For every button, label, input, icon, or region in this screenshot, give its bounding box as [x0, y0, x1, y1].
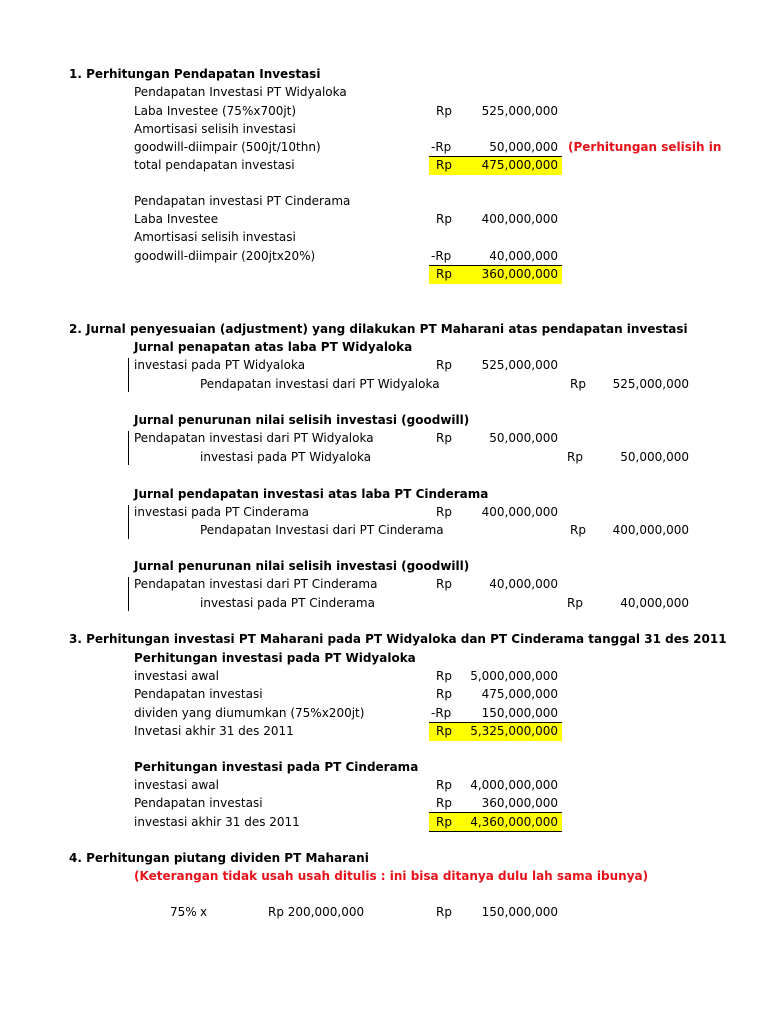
w-inv-pendapatan-currency: Rp: [436, 687, 452, 701]
journal-2-credit-account: investasi pada PT Widyaloka: [200, 450, 372, 464]
journal-3-title: Jurnal pendapatan investasi atas laba PT Cinderama: [134, 487, 489, 501]
c-total-currency: Rp: [436, 267, 452, 281]
w-inv-awal-label: investasi awal: [134, 669, 219, 683]
journal-1-debit-currency: Rp: [436, 358, 452, 372]
journal-1-credit-value: 525,000,000: [612, 377, 689, 391]
c-inv-akhir-underline: [429, 831, 562, 832]
w-inv-akhir-label: Invetasi akhir 31 des 2011: [134, 724, 294, 738]
w-inv-dividen-label: dividen yang diumumkan (75%x200jt): [134, 706, 365, 720]
journal-2-debit-currency: Rp: [436, 431, 452, 445]
w-total-label: total pendapatan investasi: [134, 158, 295, 172]
w-laba-value: 525,000,000: [481, 104, 558, 118]
journal-3-credit-currency: Rp: [570, 523, 586, 537]
dividend-result-value: 150,000,000: [481, 905, 558, 919]
w-total-value: 475,000,000: [481, 158, 558, 172]
c-inv-awal-label: investasi awal: [134, 778, 219, 792]
journal-4-bracket: [128, 577, 129, 611]
journal-1-bracket: [128, 358, 129, 392]
c-inv-awal-value: 4,000,000,000: [470, 778, 558, 792]
w-goodwill-value: 50,000,000: [489, 140, 558, 154]
journal-1-debit-account: investasi pada PT Widyaloka: [134, 358, 306, 372]
c-inv-pendapatan-value: 360,000,000: [481, 796, 558, 810]
w-goodwill-currency: -Rp: [431, 140, 452, 154]
journal-4-debit-value: 40,000,000: [489, 577, 558, 591]
section-4-note: (Keterangan tidak usah usah ditulis : ini bisa ditanya dulu lah sama ibunya): [134, 869, 649, 883]
journal-2-credit-value: 50,000,000: [620, 450, 689, 464]
w-laba-label: Laba Investee (75%x700jt): [134, 104, 297, 118]
w-goodwill-note: (Perhitungan selisih in: [568, 140, 722, 154]
c-inv-akhir-value: 4,360,000,000: [470, 815, 558, 829]
widyaloka-income-title: Pendapatan Investasi PT Widyaloka: [134, 85, 347, 99]
journal-3-credit-account: Pendapatan Investasi dari PT Cinderama: [200, 523, 444, 537]
cinderama-income-title: Pendapatan investasi PT Cinderama: [134, 194, 351, 208]
c-inv-akhir-label: investasi akhir 31 des 2011: [134, 815, 300, 829]
journal-4-debit-currency: Rp: [436, 577, 452, 591]
c-inv-pendapatan-label: Pendapatan investasi: [134, 796, 263, 810]
journal-3-bracket: [128, 505, 129, 539]
journal-4-title: Jurnal penurunan nilai selisih investasi (goodwill): [134, 559, 470, 573]
dividend-base: Rp 200,000,000: [268, 905, 365, 919]
w-goodwill-label: goodwill-diimpair (500jt/10thn): [134, 140, 321, 154]
journal-1-debit-value: 525,000,000: [481, 358, 558, 372]
c-inv-pendapatan-currency: Rp: [436, 796, 452, 810]
c-total-value: 360,000,000: [481, 267, 558, 281]
w-inv-dividen-currency: -Rp: [431, 706, 452, 720]
journal-3-debit-value: 400,000,000: [481, 505, 558, 519]
w-inv-awal-value: 5,000,000,000: [470, 669, 558, 683]
section-2-heading: 2. Jurnal penyesuaian (adjustment) yang dilakukan PT Maharani atas pendapatan investasi: [69, 322, 688, 336]
dividend-result-currency: Rp: [436, 905, 452, 919]
c-inv-akhir-currency: Rp: [436, 815, 452, 829]
journal-1-credit-account: Pendapatan investasi dari PT Widyaloka: [200, 377, 440, 391]
c-goodwill-value: 40,000,000: [489, 249, 558, 263]
w-inv-akhir-value: 5,325,000,000: [470, 724, 558, 738]
w-total-currency: Rp: [436, 158, 452, 172]
c-goodwill-currency: -Rp: [431, 249, 452, 263]
dividend-times: x: [200, 905, 208, 919]
widyaloka-investment-title: Perhitungan investasi pada PT Widyaloka: [134, 651, 416, 665]
journal-4-credit-currency: Rp: [567, 596, 583, 610]
c-laba-value: 400,000,000: [481, 212, 558, 226]
journal-2-bracket: [128, 431, 129, 465]
journal-3-debit-account: investasi pada PT Cinderama: [134, 505, 309, 519]
journal-1-credit-currency: Rp: [570, 377, 586, 391]
journal-2-debit-value: 50,000,000: [489, 431, 558, 445]
w-laba-currency: Rp: [436, 104, 452, 118]
w-inv-awal-currency: Rp: [436, 669, 452, 683]
c-inv-awal-currency: Rp: [436, 778, 452, 792]
journal-3-credit-value: 400,000,000: [612, 523, 689, 537]
journal-2-title: Jurnal penurunan nilai selisih investasi (goodwill): [134, 413, 470, 427]
w-inv-dividen-value: 150,000,000: [481, 706, 558, 720]
journal-4-credit-account: investasi pada PT Cinderama: [200, 596, 375, 610]
journal-1-title: Jurnal penapatan atas laba PT Widyaloka: [134, 340, 413, 354]
section-4-heading: 4. Perhitungan piutang dividen PT Maharani: [69, 851, 369, 865]
journal-2-debit-account: Pendapatan investasi dari PT Widyaloka: [134, 431, 374, 445]
journal-3-debit-currency: Rp: [436, 505, 452, 519]
w-inv-pendapatan-value: 475,000,000: [481, 687, 558, 701]
section-1-heading: 1. Perhitungan Pendapatan Investasi: [69, 67, 321, 81]
c-laba-label: Laba Investee: [134, 212, 219, 226]
journal-4-credit-value: 40,000,000: [620, 596, 689, 610]
c-goodwill-label: goodwill-diimpair (200jtx20%): [134, 249, 316, 263]
c-laba-currency: Rp: [436, 212, 452, 226]
journal-2-credit-currency: Rp: [567, 450, 583, 464]
w-inv-pendapatan-label: Pendapatan investasi: [134, 687, 263, 701]
dividend-percent: 75%: [170, 905, 197, 919]
c-amort-label: Amortisasi selisih investasi: [134, 230, 296, 244]
cinderama-investment-title: Perhitungan investasi pada PT Cinderama: [134, 760, 419, 774]
journal-4-debit-account: Pendapatan investasi dari PT Cinderama: [134, 577, 378, 591]
section-3-heading: 3. Perhitungan investasi PT Maharani pada PT Widyaloka dan PT Cinderama tanggal 31 des 2011: [69, 632, 727, 646]
w-inv-akhir-currency: Rp: [436, 724, 452, 738]
w-amort-label: Amortisasi selisih investasi: [134, 122, 296, 136]
